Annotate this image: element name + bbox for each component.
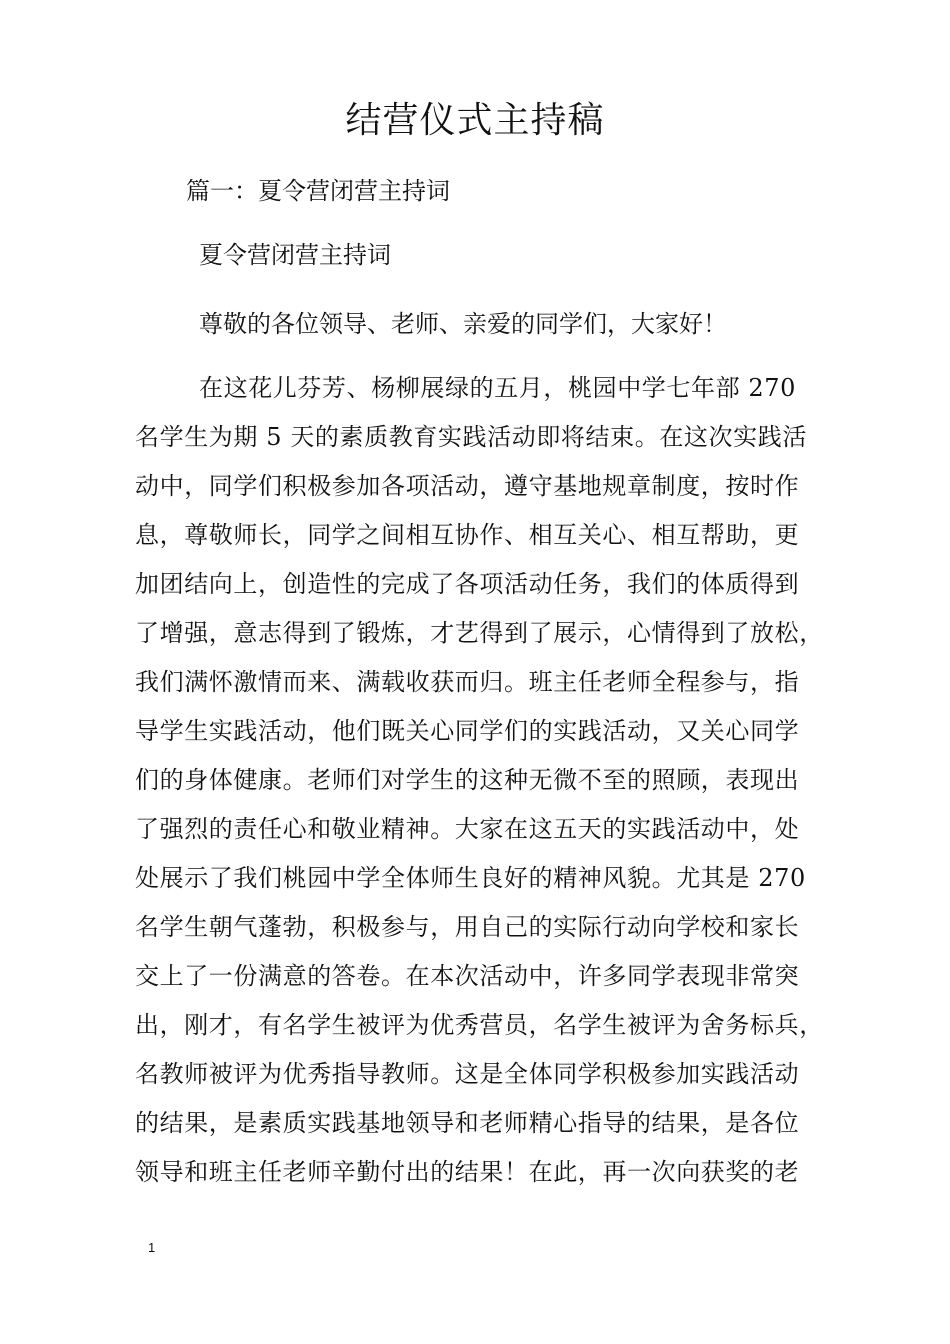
body-line: 领导和班主任老师辛勤付出的结果！在此，再一次向获奖的老	[135, 1158, 800, 1186]
body-line: 加团结向上，创造性的完成了各项活动任务，我们的体质得到	[135, 570, 800, 598]
body-line: 名教师被评为优秀指导教师。这是全体同学积极参加实践活动	[135, 1060, 800, 1088]
body-line: 名学生朝气蓬勃，积极参与，用自己的实际行动向学校和家长	[135, 913, 800, 941]
body-line: 了强烈的责任心和敬业精神。大家在这五天的实践活动中，处	[135, 815, 800, 843]
page-number: 1	[148, 1240, 156, 1255]
body-line: 息，尊敬师长，同学之间相互协作、相互关心、相互帮助，更	[135, 521, 800, 549]
body-line: 动中，同学们积极参加各项活动，遵守基地规章制度，按时作	[135, 472, 800, 500]
body-line: 交上了一份满意的答卷。在本次活动中，许多同学表现非常突	[135, 962, 800, 990]
body-line: 的结果，是素质实践基地领导和老师精心指导的结果，是各位	[135, 1109, 800, 1137]
sub-heading: 夏令营闭营主持词	[199, 241, 391, 269]
body-line: 导学生实践活动，他们既关心同学们的实践活动，又关心同学	[135, 717, 800, 745]
document-title: 结营仪式主持稿	[345, 100, 605, 141]
body-line: 了增强，意志得到了锻炼，才艺得到了展示，心情得到了放松，	[135, 619, 824, 647]
section-heading: 篇一：夏令营闭营主持词	[186, 177, 450, 205]
body-line: 们的身体健康。老师们对学生的这种无微不至的照顾，表现出	[135, 766, 800, 794]
body-line: 名学生为期 5 天的素质教育实践活动即将结束。在这次实践活	[135, 423, 807, 451]
body-line: 在这花儿芬芳、杨柳展绿的五月，桃园中学七年部 270	[199, 374, 797, 402]
body-paragraph	[135, 364, 840, 1197]
greeting-line: 尊敬的各位领导、老师、亲爱的同学们，大家好！	[199, 310, 727, 338]
body-line: 处展示了我们桃园中学全体师生良好的精神风貌。尤其是 270	[135, 864, 806, 892]
body-line: 出，刚才，有名学生被评为优秀营员，名学生被评为舍务标兵，	[135, 1011, 824, 1039]
body-line: 我们满怀激情而来、满载收获而归。班主任老师全程参与，指	[135, 668, 800, 696]
